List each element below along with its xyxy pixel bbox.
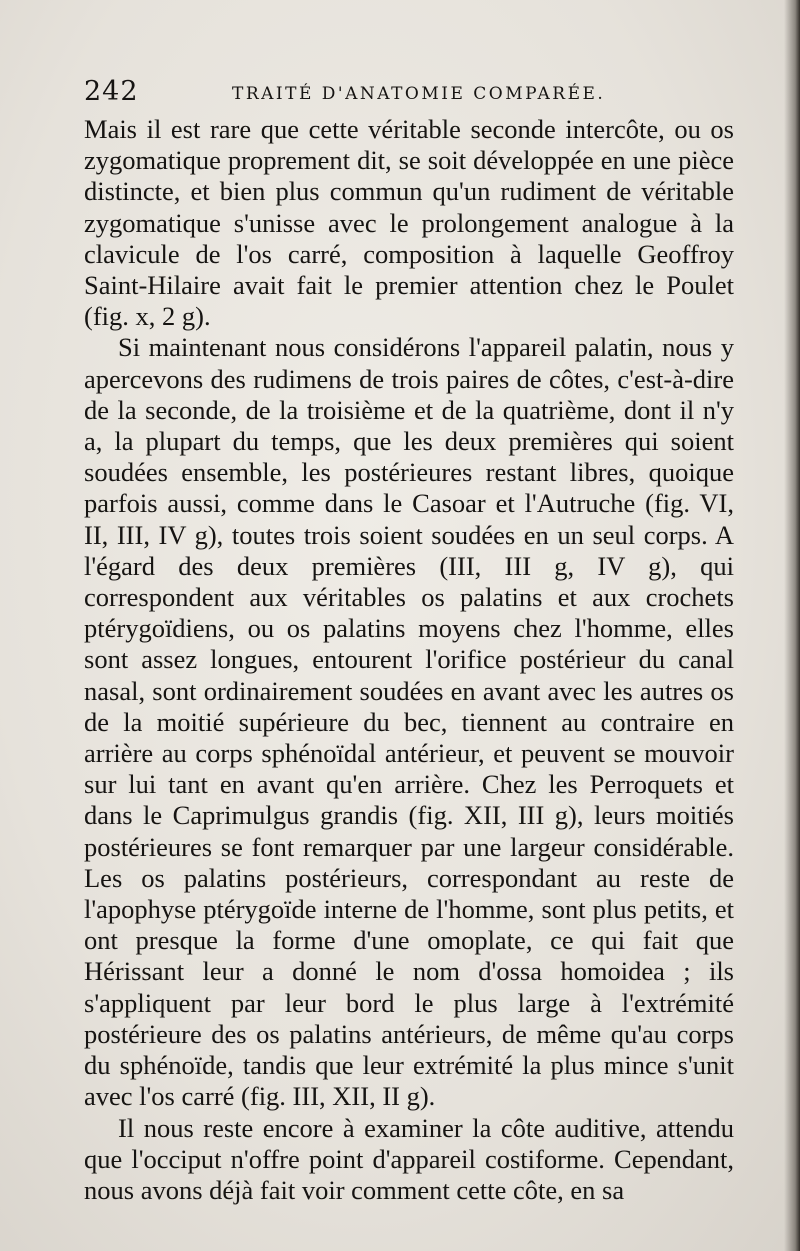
paragraph-3: Il nous reste encore à examiner la côte auditive, attendu que l'occiput n'offre point d'appareil costiforme. Cependant, nous avons déjà fait voir comment cette côte, en sa — [84, 1112, 734, 1205]
page-number: 242 — [84, 76, 139, 107]
paragraph-1: Mais il est rare que cette véritable seconde intercôte, ou os zygomatique proprement dit, se soit développée en une pièce distincte, et bien plus commun qu'un rudiment de véritable zygomatique s'unisse avec le prolongement analogue à la clavicule de l'os carré, composition à laquelle Geoffroy Saint-Hilaire avait fait le premier attention chez le Poulet (fig. x, 2 g). — [84, 114, 734, 332]
running-title: TRAITÉ D'ANATOMIE COMPARÉE. — [232, 84, 606, 104]
paragraph-2: Si maintenant nous considérons l'appareil palatin, nous y apercevons des rudimens de trois paires de côtes, c'est-à-dire de la seconde, de la troisième et de la quatrième, dont il n'y a, la plupart du temps, que les deux premières qui soient soudées ensemble, les postérieures restant libres, quoique parfois aussi, comme dans le Casoar et l'Autruche (fig. VI, II, III, IV g), toutes trois soient soudées en un seul corps. A l'égard des deux premières (III, III g, IV g), qui correspondent aux véritables os palatins et aux crochets ptérygoïdiens, ou os palatins moyens chez l'homme, elles sont assez longues, entourent l'orifice postérieur du canal nasal, sont ordinairement soudées en avant avec les autres os de la moitié supérieure du bec, tiennent au contraire en arrière au corps sphénoïdal antérieur, et peuvent se mouvoir sur lui tant en avant qu'en arrière. Chez les Perroquets et dans le Caprimulgus grandis (fig. XII, III g), leurs moitiés postérieures se font remarquer par une largeur considérable. Les os palatins postérieurs, correspondant au reste de l'apophyse ptérygoïde interne de l'homme, sont plus petits, et ont presque la forme d'une omoplate, ce qui fait que Hérissant leur a donné le nom d'ossa homoidea ; ils s'appliquent par leur bord le plus large à l'extrémité postérieure des os palatins antérieurs, de même qu'au corps du sphénoïde, tandis que leur extrémité la plus mince s'unit avec l'os carré (fig. III, XII, II g). — [84, 332, 734, 1112]
page-edge-shadow — [784, 0, 800, 1251]
page-header — [84, 76, 734, 116]
body-text — [84, 114, 734, 1206]
